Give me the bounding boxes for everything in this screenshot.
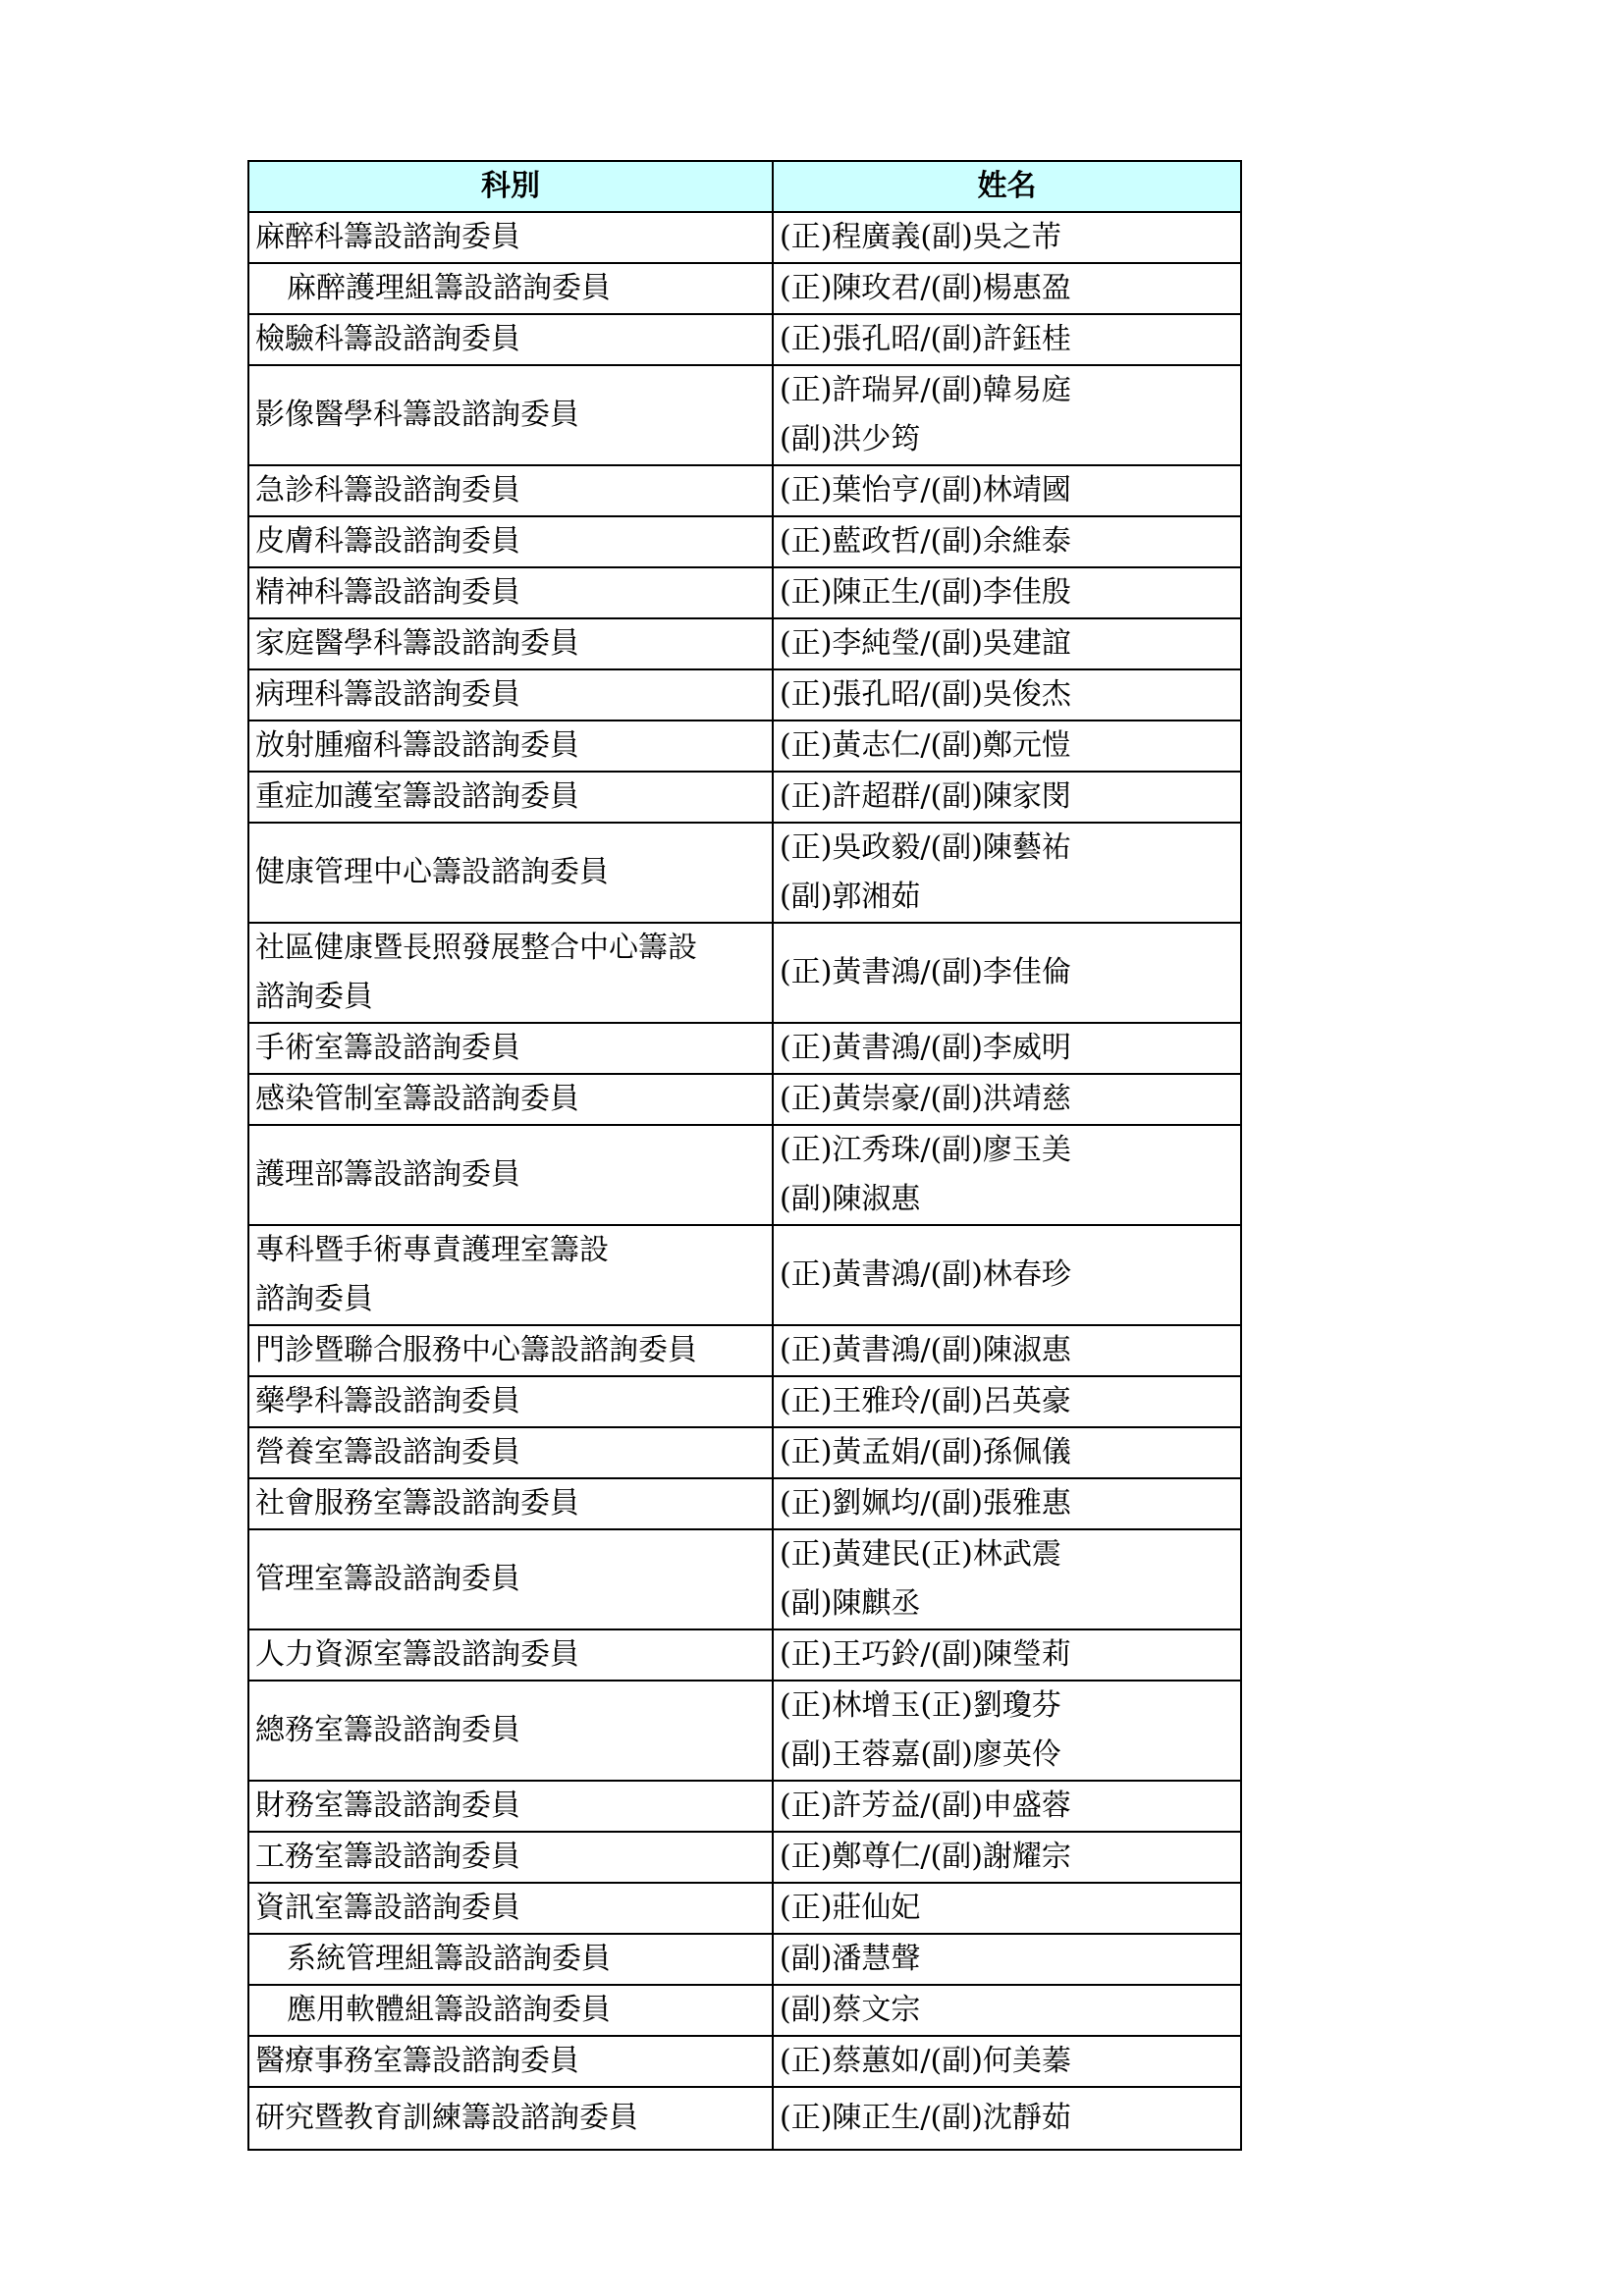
name-cell bbox=[773, 1529, 1241, 1629]
department-cell bbox=[248, 1376, 773, 1427]
department-cell bbox=[248, 618, 773, 669]
department-text: 急診科籌設諮詢委員 bbox=[255, 473, 520, 507]
department-cell bbox=[248, 1074, 773, 1125]
table-row bbox=[248, 263, 1241, 314]
table-row bbox=[248, 567, 1241, 618]
department-text: 諮詢委員 bbox=[255, 1282, 373, 1316]
department-text: 應用軟體組籌設諮詢委員 bbox=[287, 1993, 611, 2027]
name-text: (正)林增玉(正)劉瓊芬 bbox=[780, 1688, 1061, 1723]
department-text: 財務室籌設諮詢委員 bbox=[255, 1789, 520, 1823]
table-body bbox=[248, 212, 1241, 2150]
name-cell bbox=[773, 1376, 1241, 1427]
department-cell bbox=[248, 314, 773, 365]
table-row bbox=[248, 1125, 1241, 1225]
table-row bbox=[248, 1478, 1241, 1529]
department-text: 總務室籌設諮詢委員 bbox=[255, 1713, 520, 1747]
table-row bbox=[248, 1376, 1241, 1427]
name-text: (正)蔡蕙如/(副)何美蓁 bbox=[780, 2044, 1071, 2078]
table-row bbox=[248, 465, 1241, 516]
name-text: (正)黃書鴻/(副)李威明 bbox=[780, 1031, 1071, 1065]
department-text: 精神科籌設諮詢委員 bbox=[255, 575, 520, 610]
department-text: 影像醫學科籌設諮詢委員 bbox=[255, 398, 579, 432]
name-cell bbox=[773, 923, 1241, 1023]
name-cell bbox=[773, 1781, 1241, 1832]
department-text: 感染管制室籌設諮詢委員 bbox=[255, 1082, 579, 1116]
name-cell bbox=[773, 212, 1241, 263]
department-text: 營養室籌設諮詢委員 bbox=[255, 1435, 520, 1469]
name-text: (正)莊仙妃 bbox=[780, 1891, 921, 1925]
name-cell bbox=[773, 263, 1241, 314]
table-row bbox=[248, 1427, 1241, 1478]
name-text: (正)江秀珠/(副)廖玉美 bbox=[780, 1133, 1071, 1167]
table-row bbox=[248, 823, 1241, 923]
table-row bbox=[248, 1883, 1241, 1934]
name-text: (副)陳麒丞 bbox=[780, 1586, 921, 1621]
department-text: 皮膚科籌設諮詢委員 bbox=[255, 524, 520, 559]
department-text: 檢驗科籌設諮詢委員 bbox=[255, 322, 520, 356]
department-cell bbox=[248, 1781, 773, 1832]
name-cell bbox=[773, 669, 1241, 721]
name-text: (正)黃志仁/(副)鄭元愷 bbox=[780, 728, 1071, 763]
table-row bbox=[248, 772, 1241, 823]
name-text: (正)陳正生/(副)李佳殷 bbox=[780, 575, 1071, 610]
name-cell bbox=[773, 365, 1241, 465]
name-text: (正)許芳益/(副)申盛蓉 bbox=[780, 1789, 1071, 1823]
name-cell bbox=[773, 1225, 1241, 1325]
table-row bbox=[248, 721, 1241, 772]
department-cell bbox=[248, 1629, 773, 1681]
department-cell bbox=[248, 1225, 773, 1325]
name-cell bbox=[773, 314, 1241, 365]
department-cell bbox=[248, 1125, 773, 1225]
department-text: 健康管理中心籌設諮詢委員 bbox=[255, 855, 609, 889]
department-cell bbox=[248, 772, 773, 823]
name-text: (正)黃建民(正)林武震 bbox=[780, 1537, 1061, 1572]
department-text: 藥學科籌設諮詢委員 bbox=[255, 1384, 520, 1418]
name-cell bbox=[773, 516, 1241, 567]
department-cell bbox=[248, 721, 773, 772]
table-row bbox=[248, 1934, 1241, 1985]
table-row bbox=[248, 1629, 1241, 1681]
department-text: 門診暨聯合服務中心籌設諮詢委員 bbox=[255, 1333, 697, 1367]
name-text: (正)李純瑩/(副)吳建誼 bbox=[780, 626, 1071, 661]
name-text: (正)藍政哲/(副)余維泰 bbox=[780, 524, 1071, 559]
table-row bbox=[248, 1074, 1241, 1125]
name-text: (正)許超群/(副)陳家閔 bbox=[780, 779, 1071, 814]
name-cell bbox=[773, 1629, 1241, 1681]
department-text: 麻醉護理組籌設諮詢委員 bbox=[287, 271, 611, 305]
name-cell bbox=[773, 465, 1241, 516]
name-text: (正)王雅玲/(副)呂英豪 bbox=[780, 1384, 1071, 1418]
table-row bbox=[248, 365, 1241, 465]
name-cell bbox=[773, 1681, 1241, 1781]
name-text: (正)張孔昭/(副)許鈺桂 bbox=[780, 322, 1071, 356]
table-row bbox=[248, 212, 1241, 263]
department-text: 系統管理組籌設諮詢委員 bbox=[287, 1942, 611, 1976]
name-text: (正)陳正生/(副)沈靜茹 bbox=[780, 2101, 1071, 2135]
department-cell bbox=[248, 1427, 773, 1478]
department-cell bbox=[248, 1985, 773, 2036]
table-row bbox=[248, 1681, 1241, 1781]
name-text: (正)陳玫君/(副)楊惠盈 bbox=[780, 271, 1071, 305]
name-text: (正)王巧鈴/(副)陳瑩莉 bbox=[780, 1637, 1071, 1672]
name-text: (副)洪少筠 bbox=[780, 422, 921, 456]
department-cell bbox=[248, 823, 773, 923]
department-cell bbox=[248, 365, 773, 465]
table-row bbox=[248, 314, 1241, 365]
table-row bbox=[248, 1985, 1241, 2036]
header-row bbox=[248, 161, 1241, 212]
department-text: 放射腫瘤科籌設諮詢委員 bbox=[255, 728, 579, 763]
name-cell bbox=[773, 1325, 1241, 1376]
department-text: 社區健康暨長照發展整合中心籌設 bbox=[255, 931, 697, 965]
table-header bbox=[248, 161, 1241, 212]
department-text: 研究暨教育訓練籌設諮詢委員 bbox=[255, 2101, 638, 2135]
department-cell bbox=[248, 212, 773, 263]
department-cell bbox=[248, 669, 773, 721]
table-row bbox=[248, 923, 1241, 1023]
department-text: 人力資源室籌設諮詢委員 bbox=[255, 1637, 579, 1672]
department-text: 麻醉科籌設諮詢委員 bbox=[255, 220, 520, 254]
name-text: (正)黃書鴻/(副)林春珍 bbox=[780, 1257, 1071, 1292]
name-cell bbox=[773, 1478, 1241, 1529]
name-text: (正)黃書鴻/(副)陳淑惠 bbox=[780, 1333, 1071, 1367]
department-text: 醫療事務室籌設諮詢委員 bbox=[255, 2044, 579, 2078]
name-cell bbox=[773, 1074, 1241, 1125]
name-text: (副)陳淑惠 bbox=[780, 1182, 921, 1216]
name-text: (正)黃崇豪/(副)洪靖慈 bbox=[780, 1082, 1071, 1116]
department-cell bbox=[248, 1681, 773, 1781]
name-cell bbox=[773, 823, 1241, 923]
department-text: 工務室籌設諮詢委員 bbox=[255, 1840, 520, 1874]
name-cell bbox=[773, 618, 1241, 669]
table-row bbox=[248, 1781, 1241, 1832]
department-cell bbox=[248, 2087, 773, 2150]
committee-table bbox=[247, 160, 1242, 2151]
name-text: (正)劉姵均/(副)張雅惠 bbox=[780, 1486, 1071, 1521]
name-cell bbox=[773, 1883, 1241, 1934]
name-text: (正)張孔昭/(副)吳俊杰 bbox=[780, 677, 1071, 712]
name-text: (正)鄭尊仁/(副)謝耀宗 bbox=[780, 1840, 1071, 1874]
name-text: (正)黃書鴻/(副)李佳倫 bbox=[780, 955, 1071, 989]
name-text: (正)黃孟娟/(副)孫佩儀 bbox=[780, 1435, 1071, 1469]
department-cell bbox=[248, 263, 773, 314]
name-cell bbox=[773, 1023, 1241, 1074]
name-text: (副)郭湘茹 bbox=[780, 880, 921, 914]
header-name: 姓名 bbox=[773, 161, 1241, 212]
name-text: (正)吳政毅/(副)陳藝祐 bbox=[780, 830, 1071, 865]
department-text: 病理科籌設諮詢委員 bbox=[255, 677, 520, 712]
name-cell bbox=[773, 2087, 1241, 2150]
name-cell bbox=[773, 1427, 1241, 1478]
table-row bbox=[248, 2087, 1241, 2150]
department-text: 重症加護室籌設諮詢委員 bbox=[255, 779, 579, 814]
department-cell bbox=[248, 2036, 773, 2087]
department-cell bbox=[248, 1529, 773, 1629]
name-cell bbox=[773, 772, 1241, 823]
table-row bbox=[248, 1325, 1241, 1376]
department-cell bbox=[248, 923, 773, 1023]
name-text: (正)程廣義(副)吳之芾 bbox=[780, 220, 1061, 254]
table-row bbox=[248, 669, 1241, 721]
name-cell bbox=[773, 721, 1241, 772]
department-text: 專科暨手術專責護理室籌設 bbox=[255, 1233, 609, 1267]
department-cell bbox=[248, 1325, 773, 1376]
department-cell bbox=[248, 567, 773, 618]
department-cell bbox=[248, 1883, 773, 1934]
department-text: 社會服務室籌設諮詢委員 bbox=[255, 1486, 579, 1521]
table-row bbox=[248, 516, 1241, 567]
department-cell bbox=[248, 1478, 773, 1529]
table-row bbox=[248, 2036, 1241, 2087]
department-text: 資訊室籌設諮詢委員 bbox=[255, 1891, 520, 1925]
table-row bbox=[248, 1225, 1241, 1325]
name-cell bbox=[773, 2036, 1241, 2087]
name-cell bbox=[773, 1934, 1241, 1985]
table-row bbox=[248, 1023, 1241, 1074]
table-row bbox=[248, 1529, 1241, 1629]
name-text: (副)潘慧聲 bbox=[780, 1942, 921, 1976]
department-text: 管理室籌設諮詢委員 bbox=[255, 1562, 520, 1596]
department-cell bbox=[248, 465, 773, 516]
header-department: 科別 bbox=[248, 161, 773, 212]
name-text: (正)許瑞昇/(副)韓易庭 bbox=[780, 373, 1071, 407]
name-cell bbox=[773, 1125, 1241, 1225]
department-cell bbox=[248, 1023, 773, 1074]
name-text: (正)葉怡亨/(副)林靖國 bbox=[780, 473, 1071, 507]
department-cell bbox=[248, 516, 773, 567]
name-text: (副)王蓉嘉(副)廖英伶 bbox=[780, 1737, 1061, 1772]
department-cell bbox=[248, 1832, 773, 1883]
table-row bbox=[248, 1832, 1241, 1883]
name-cell bbox=[773, 1985, 1241, 2036]
department-text: 護理部籌設諮詢委員 bbox=[255, 1157, 520, 1192]
department-cell bbox=[248, 1934, 773, 1985]
name-text: (副)蔡文宗 bbox=[780, 1993, 921, 2027]
name-cell bbox=[773, 1832, 1241, 1883]
department-text: 手術室籌設諮詢委員 bbox=[255, 1031, 520, 1065]
department-text: 家庭醫學科籌設諮詢委員 bbox=[255, 626, 579, 661]
table-row bbox=[248, 618, 1241, 669]
name-cell bbox=[773, 567, 1241, 618]
department-text: 諮詢委員 bbox=[255, 980, 373, 1014]
